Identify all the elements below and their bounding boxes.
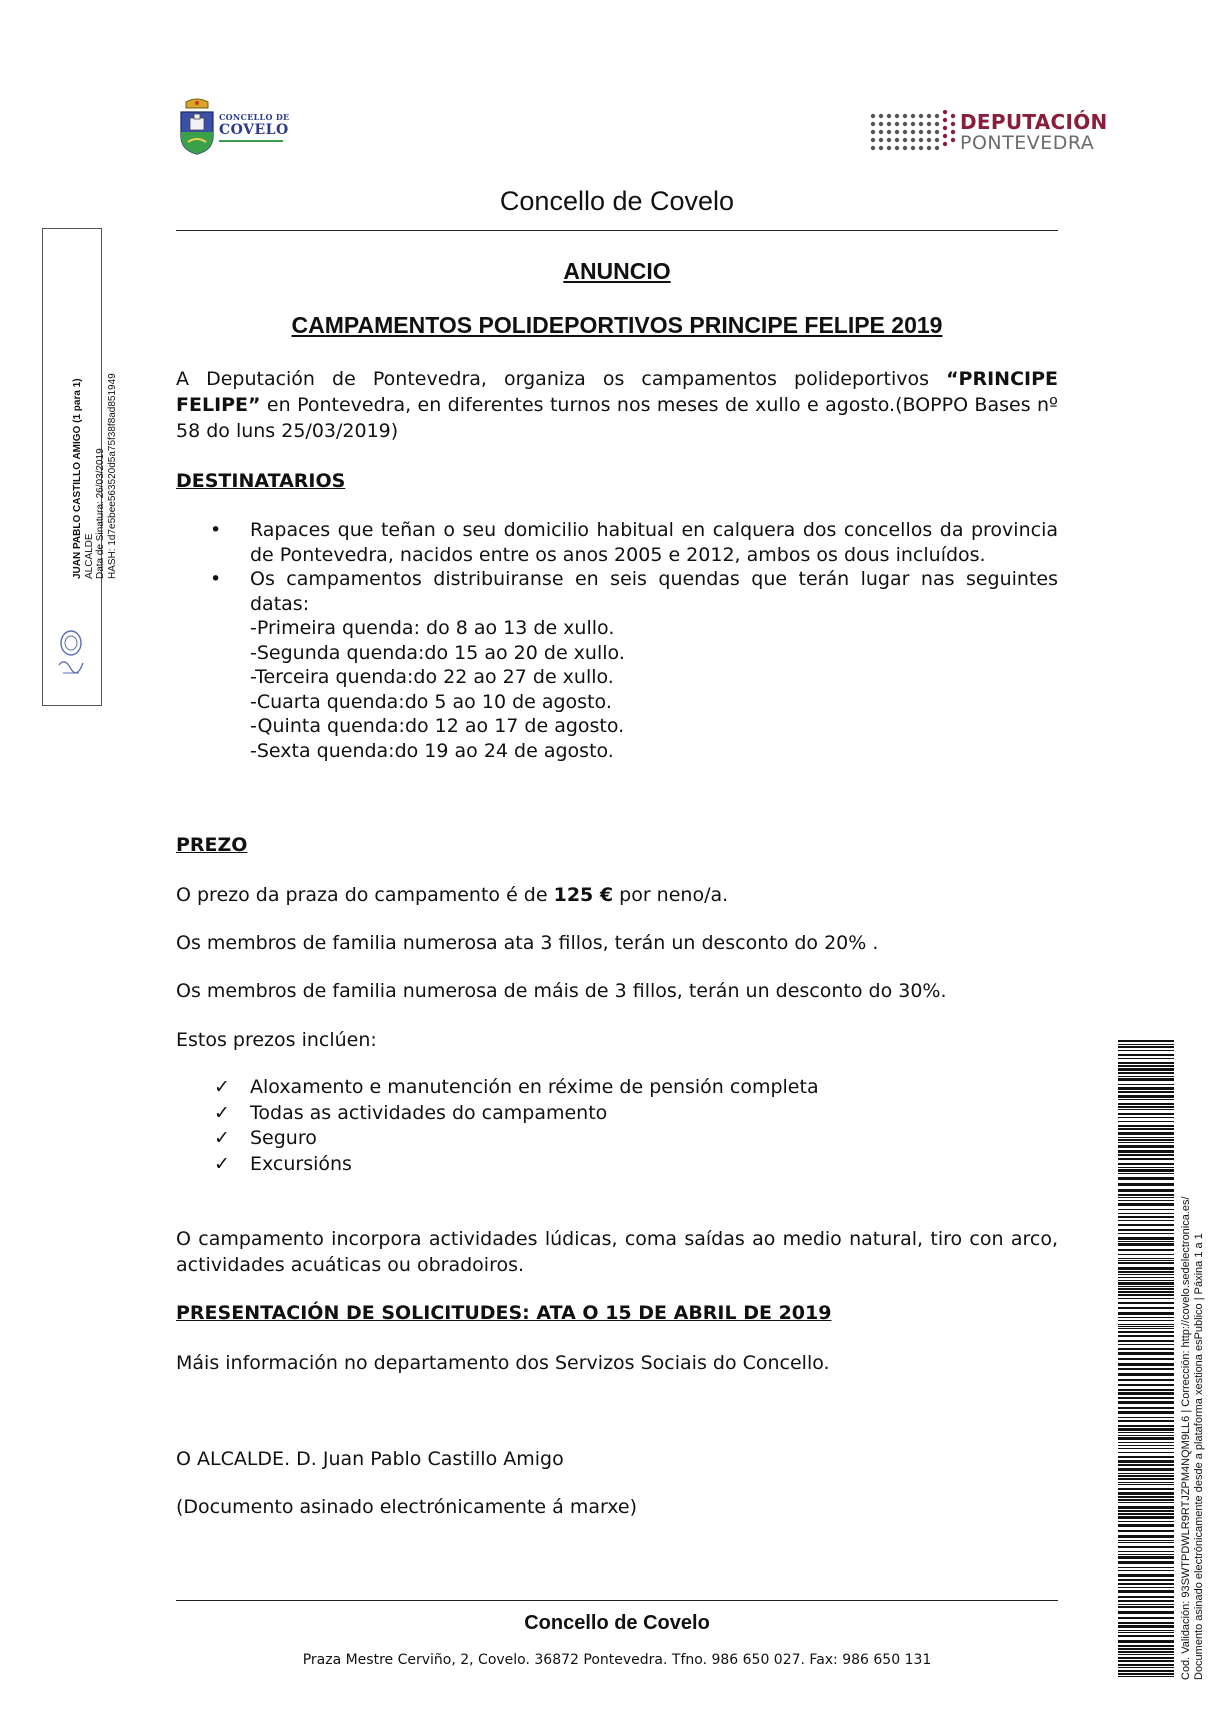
barcode-bar — [1118, 1596, 1174, 1598]
barcode-bar — [1118, 1535, 1174, 1538]
barcode-bar — [1118, 1054, 1174, 1056]
barcode-bar — [1118, 1667, 1174, 1668]
barcode-bar — [1118, 1331, 1174, 1333]
barcode-bar — [1118, 1302, 1174, 1304]
barcode-bar — [1118, 1062, 1174, 1064]
barcode-bar — [1118, 1173, 1174, 1174]
quenda-item: -Segunda quenda:do 15 ao 20 de xullo. — [250, 641, 625, 664]
barcode-bar — [1118, 1167, 1174, 1168]
barcode-bar — [1118, 1452, 1174, 1453]
barcode-bar — [1118, 1554, 1174, 1555]
quenda-item: -Quinta quenda:do 12 ao 17 de agosto. — [250, 715, 625, 737]
include-text: Todas as actividades do campamento — [250, 1101, 608, 1124]
destinatarios-list — [176, 518, 1058, 763]
include-text: Excursións — [250, 1152, 352, 1175]
barcode-bar — [1118, 1673, 1174, 1675]
barcode-bar — [1118, 1542, 1174, 1543]
barcode-bar — [1118, 1654, 1174, 1655]
barcode-bar — [1118, 1328, 1174, 1329]
barcode-bar — [1118, 1068, 1174, 1071]
barcode-bar — [1118, 1324, 1174, 1325]
barcode-bar — [1118, 1484, 1174, 1485]
barcode-icon — [1118, 1040, 1174, 1680]
deputacion-logo-line2: PONTEVEDRA — [960, 132, 1095, 154]
barcode-bar — [1118, 1158, 1174, 1160]
barcode-bar — [1118, 1317, 1174, 1318]
barcode-bar — [1118, 1420, 1174, 1422]
barcode-bar — [1118, 1475, 1174, 1477]
barcode-bar — [1118, 1606, 1174, 1608]
signature-date: Data de Sinatura: 26/03/2019 — [95, 448, 106, 579]
signer-name: JUAN PABLO CASTILLO AMIGO (1 para 1) — [72, 378, 83, 579]
barcode-bar — [1118, 1368, 1174, 1370]
page-title: Concello de Covelo — [499, 186, 735, 216]
prezo-heading: PREZO — [176, 834, 248, 856]
barcode-bar — [1118, 1113, 1174, 1115]
barcode-bar — [1118, 1121, 1174, 1122]
barcode-bar — [1118, 1216, 1174, 1218]
barcode-bar — [1118, 1095, 1174, 1098]
verification-platform: Documento asinado electrónicamente desde a plataforma xestiona esPublico | Páxina 1 a 1 — [1192, 1233, 1205, 1680]
barcode-bar — [1118, 1249, 1174, 1251]
barcode-bar — [1118, 1128, 1174, 1130]
barcode-bar — [1118, 1579, 1174, 1581]
barcode-bar — [1118, 1224, 1174, 1226]
barcode-bar — [1118, 1664, 1174, 1666]
barcode-bar — [1118, 1510, 1174, 1512]
barcode-bar — [1118, 1125, 1174, 1127]
barcode-bar — [1118, 1258, 1174, 1259]
bullet-icon: • — [210, 568, 222, 590]
barcode-bar — [1118, 1587, 1174, 1588]
barcode-bar — [1118, 1197, 1174, 1198]
barcode-bar — [1118, 1556, 1174, 1559]
barcode-bar — [1118, 1132, 1174, 1135]
barcode-bar — [1118, 1046, 1174, 1048]
check-icon: ✓ — [214, 1101, 230, 1124]
barcode-bar — [1118, 1625, 1174, 1628]
barcode-bar — [1118, 1651, 1174, 1653]
barcode-bar — [1118, 1237, 1174, 1240]
prezo-line — [176, 882, 1058, 908]
barcode-bar — [1118, 1286, 1174, 1287]
list-item — [176, 1152, 819, 1178]
barcode-bar — [1118, 1363, 1174, 1366]
header-divider — [176, 230, 1058, 231]
signer-role: ALCALDE — [83, 533, 95, 579]
barcode-bar — [1118, 1307, 1174, 1309]
barcode-bar — [1118, 1220, 1174, 1221]
barcode-bar — [1118, 1670, 1174, 1672]
barcode-bar — [1118, 1392, 1174, 1395]
barcode-bar — [1118, 1411, 1174, 1414]
covelo-logo — [178, 96, 298, 160]
prezo-text-part1: O prezo da praza do campamento é de — [176, 884, 554, 906]
barcode-bar — [1118, 1464, 1174, 1466]
barcode-bar — [1118, 1384, 1174, 1386]
barcode-bar — [1118, 1277, 1174, 1278]
intro-text-bold: “PRINCIPE FELIPE” — [176, 368, 1058, 416]
barcode-bar — [1118, 1492, 1174, 1495]
barcode-bar — [1118, 1103, 1174, 1105]
barcode-bar — [1118, 1282, 1174, 1285]
coat-of-arms-icon — [178, 98, 216, 156]
barcode-bar — [1118, 1442, 1174, 1443]
barcode-bar — [1118, 1389, 1174, 1391]
announcement-heading: ANUNCIO — [563, 258, 671, 284]
barcode-bar — [1118, 1583, 1174, 1585]
barcode-bar — [1118, 1084, 1174, 1085]
barcode-bar — [1118, 1233, 1174, 1234]
barcode-bar — [1118, 1335, 1174, 1337]
barcode-bar — [1118, 1574, 1174, 1577]
deputacion-logo — [870, 108, 1110, 156]
barcode-bar — [1118, 1445, 1174, 1446]
barcode-bar — [1118, 1570, 1174, 1571]
intro-paragraph — [176, 366, 1058, 444]
signature-hash: HASH: 1d7e5bee563520d5a75f38f8ad851949 — [106, 373, 118, 579]
deputacion-logo-line1: DEPUTACIÓN — [960, 110, 1108, 134]
barcode-bar — [1118, 1630, 1174, 1631]
signature-note: (Documento asinado electrónicamente á marxe) — [176, 1496, 638, 1518]
barcode-bar — [1118, 1145, 1174, 1148]
barcode-bar — [1118, 1432, 1174, 1433]
destinatarios-heading: DESTINATARIOS — [176, 470, 346, 492]
barcode-bar — [1118, 1645, 1174, 1647]
barcode-bar — [1118, 1099, 1174, 1100]
barcode-bar — [1118, 1540, 1174, 1541]
barcode-bar — [1118, 1326, 1174, 1327]
barcode-bar — [1118, 1194, 1174, 1196]
barcode-bar — [1118, 1521, 1174, 1522]
barcode-bar — [1118, 1428, 1174, 1431]
announcement-title: CAMPAMENTOS POLIDEPORTIVOS PRINCIPE FELIPE 2019 — [291, 312, 943, 338]
list-item — [176, 1101, 819, 1127]
barcode-bar — [1118, 1213, 1174, 1214]
solicitudes-heading: PRESENTACIÓN DE SOLICITUDES: ATA O 15 DE ABRIL DE 2019 — [176, 1302, 832, 1324]
barcode-bar — [1118, 1109, 1174, 1110]
barcode-bar — [1118, 1254, 1174, 1255]
barcode-bar — [1118, 1117, 1174, 1118]
discount-line-20: Os membros de familia numerosa ata 3 fillos, terán un desconto do 20% . — [176, 932, 879, 954]
quenda-item: -Sexta quenda:do 19 ao 24 de agosto. — [250, 739, 614, 762]
prezo-text-part2: por neno/a. — [613, 884, 729, 906]
alcalde-signature: O ALCALDE. D. Juan Pablo Castillo Amigo — [176, 1448, 564, 1470]
check-icon: ✓ — [214, 1127, 230, 1149]
barcode-bar — [1118, 1425, 1174, 1427]
barcode-bar — [1118, 1200, 1174, 1201]
barcode-bar — [1118, 1040, 1174, 1042]
barcode-bar — [1118, 1320, 1174, 1321]
barcode-bar — [1118, 1657, 1174, 1659]
barcode-bar — [1118, 1660, 1174, 1662]
barcode-bar — [1118, 1473, 1174, 1474]
barcode-bar — [1118, 1340, 1174, 1342]
barcode-bar — [1118, 1407, 1174, 1409]
quenda-item: -Terceira quenda:do 22 ao 27 de xullo. — [250, 666, 614, 688]
barcode-bar — [1118, 1676, 1174, 1677]
barcode-bar — [1118, 1044, 1174, 1045]
footer-divider — [176, 1600, 1058, 1601]
barcode-bar — [1118, 1203, 1174, 1206]
footer-address: Praza Mestre Cerviño, 2, Covelo. 36872 Pontevedra. Tfno. 986 650 027. Fax: 986 650 131 — [302, 1652, 932, 1668]
covelo-logo-line2: COVELO — [219, 122, 289, 138]
barcode-bar — [1118, 1561, 1174, 1564]
barcode-bar — [1118, 1567, 1174, 1568]
barcode-bar — [1118, 1344, 1174, 1345]
barcode-bar — [1118, 1600, 1174, 1602]
dot-grid-icon — [870, 110, 956, 152]
list-item — [176, 567, 1058, 616]
quenda-item: -Primeira quenda: do 8 ao 13 de xullo. — [250, 617, 615, 639]
include-text: Seguro — [250, 1127, 317, 1149]
more-info: Máis información no departamento dos Servizos Sociais do Concello. — [176, 1352, 830, 1374]
barcode-bar — [1118, 1482, 1174, 1483]
barcode-bar — [1118, 1506, 1174, 1509]
barcode-bar — [1118, 1590, 1174, 1593]
barcode-bar — [1118, 1280, 1174, 1281]
barcode-bar — [1118, 1348, 1174, 1350]
barcode-bar — [1118, 1243, 1174, 1246]
footer-title: Concello de Covelo — [524, 1612, 710, 1634]
electronic-signature-box — [42, 228, 118, 706]
activities-paragraph: O campamento incorpora actividades lúdicas, coma saídas ao medio natural, tiro con arco, actividades acuáticas ou obradoiros. — [176, 1228, 1058, 1276]
verification-text — [1180, 1040, 1205, 1680]
barcode-bar — [1118, 1229, 1174, 1231]
barcode-bar — [1118, 1478, 1174, 1480]
barcode-bar — [1118, 1169, 1174, 1172]
barcode-bar — [1118, 1288, 1174, 1290]
barcode-bar — [1118, 1648, 1174, 1650]
barcode-bar — [1118, 1150, 1174, 1153]
barcode-bar — [1118, 1262, 1174, 1264]
signature-details — [72, 109, 118, 579]
barcode-bar — [1118, 1499, 1174, 1501]
check-icon: ✓ — [214, 1076, 230, 1098]
barcode-bar — [1118, 1065, 1174, 1067]
barcode-bar — [1118, 1087, 1174, 1090]
includes-intro: Estos prezos inclúen: — [176, 1029, 377, 1051]
barcode-bar — [1118, 1468, 1174, 1471]
barcode-bar — [1118, 1163, 1174, 1165]
barcode-bar — [1118, 1496, 1174, 1498]
barcode-bar — [1118, 1456, 1174, 1458]
barcode-bar — [1118, 1091, 1174, 1093]
barcode-bar — [1118, 1294, 1174, 1296]
barcode-bar — [1118, 1312, 1174, 1315]
barcode-bar — [1118, 1401, 1174, 1404]
covelo-logo-line1: CONCELLO DE — [219, 112, 290, 122]
barcode-bar — [1118, 1189, 1174, 1192]
signature-stamp-icon — [51, 621, 91, 687]
barcode-bar — [1118, 1379, 1174, 1381]
barcode-bar — [1118, 1460, 1174, 1463]
barcode-bar — [1118, 1209, 1174, 1210]
barcode-bar — [1118, 1530, 1174, 1532]
intro-text-part2: en Pontevedra, en diferentes turnos nos meses de xullo e agosto.(BOPPO Bases nº 58 do luns 25/03/2019) — [176, 394, 1058, 442]
barcode-bar — [1118, 1448, 1174, 1449]
barcode-bar — [1118, 1546, 1174, 1548]
barcode-bar — [1118, 1291, 1174, 1293]
barcode-bar — [1118, 1142, 1174, 1143]
barcode-bar — [1118, 1241, 1174, 1242]
barcode-bar — [1118, 1271, 1174, 1273]
barcode-bar — [1118, 1640, 1174, 1643]
barcode-bar — [1118, 1076, 1174, 1077]
barcode-bar — [1118, 1397, 1174, 1399]
include-text: Aloxamento e manutención en réxime de pensión completa — [250, 1076, 819, 1098]
barcode-bar — [1118, 1611, 1174, 1614]
barcode-bar — [1118, 1551, 1174, 1552]
barcode-bar — [1118, 1513, 1174, 1515]
prezo-amount: 125 € — [553, 884, 614, 906]
barcode-bar — [1118, 1632, 1174, 1633]
barcode-bar — [1118, 1604, 1174, 1605]
quenda-item: -Cuarta quenda:do 5 ao 10 de agosto. — [250, 690, 612, 713]
barcode-bar — [1118, 1274, 1174, 1275]
barcode-bar — [1118, 1177, 1174, 1180]
barcode-bar — [1118, 1050, 1174, 1051]
barcode-bar — [1118, 1373, 1174, 1376]
barcode-bar — [1118, 1622, 1174, 1624]
barcode-bar — [1118, 1072, 1174, 1074]
discount-line-30: Os membros de familia numerosa de máis de 3 fillos, terán un desconto do 30%. — [176, 980, 947, 1002]
list-item — [176, 1126, 819, 1152]
barcode-bar — [1118, 1516, 1174, 1519]
check-icon: ✓ — [214, 1152, 230, 1175]
barcode-bar — [1118, 1617, 1174, 1619]
barcode-bar — [1118, 1137, 1174, 1138]
barcode-bar — [1118, 1635, 1174, 1637]
barcode-bar — [1118, 1260, 1174, 1261]
barcode-bar — [1118, 1183, 1174, 1186]
barcode-bar — [1118, 1437, 1174, 1440]
barcode-bar — [1118, 1058, 1174, 1059]
list-item — [176, 1075, 819, 1101]
barcode-bar — [1118, 1524, 1174, 1527]
barcode-bar — [1118, 1078, 1174, 1081]
bullet-text: Rapaces que teñan o seu domicilio habitual en calquera dos concellos da provincia de Pontevedra, nacidos entre os anos 2005 e 2012, ambos os dous incluídos. — [250, 519, 1058, 566]
barcode-bar — [1118, 1267, 1174, 1270]
includes-list — [176, 1075, 819, 1177]
intro-text-part1: A Deputación de Pontevedra, organiza os campamentos polideportivos — [176, 368, 947, 390]
barcode-bar — [1118, 1154, 1174, 1156]
covelo-logo-underline — [219, 140, 283, 142]
verification-code: Cod. Validación: 93SWTPDWLR9RTJZPM4NQM9LL6 | Corrección: http://covelo.sedelectronica.es/ — [1180, 1196, 1192, 1680]
bullet-text: Os campamentos distribuiranse en seis quendas que terán lugar nas seguintes datas: — [250, 568, 1058, 615]
barcode-bar — [1118, 1139, 1174, 1141]
barcode-bar — [1118, 1358, 1174, 1360]
barcode-bar — [1118, 1417, 1174, 1418]
barcode-bar — [1118, 1502, 1174, 1503]
barcode-bar — [1118, 1435, 1174, 1436]
bullet-icon: • — [210, 519, 222, 541]
list-item — [176, 518, 1058, 567]
barcode-bar — [1118, 1298, 1174, 1299]
barcode-bar — [1118, 1488, 1174, 1490]
barcode-bar — [1118, 1352, 1174, 1355]
barcode-bar — [1118, 1106, 1174, 1108]
